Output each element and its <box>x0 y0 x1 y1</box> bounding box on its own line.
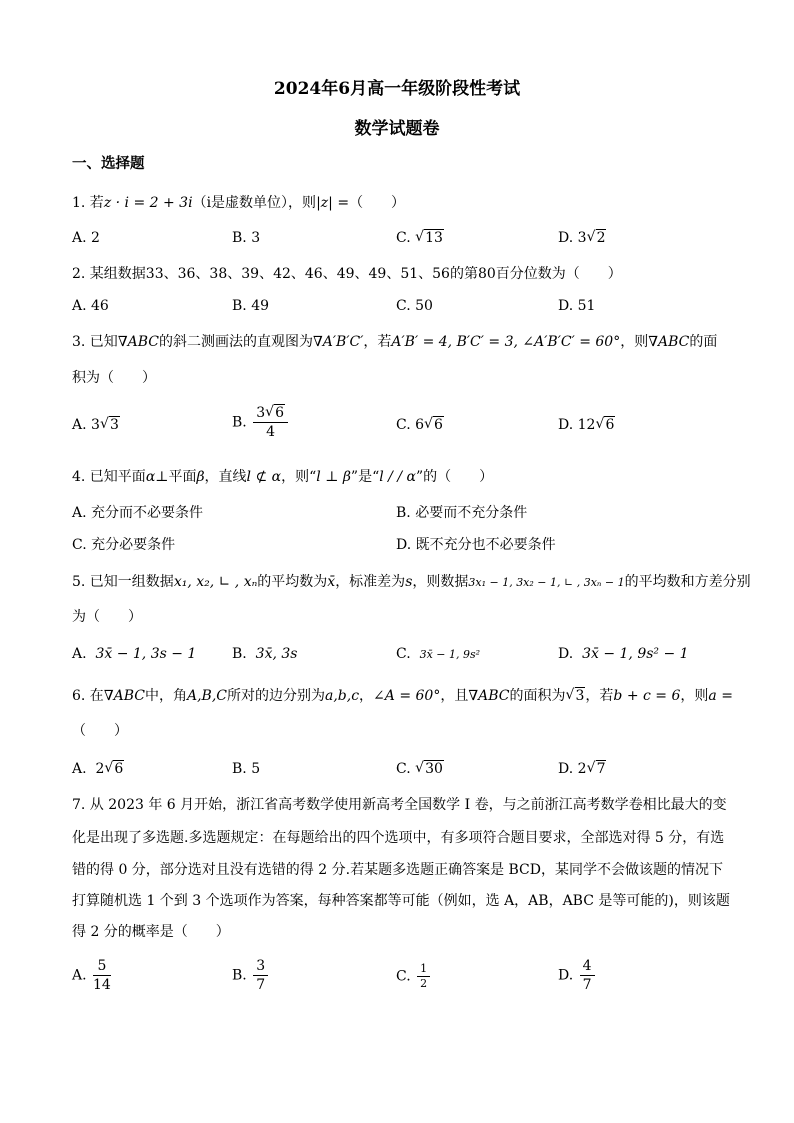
q3-option-a: A. 3√ 3 <box>72 415 120 435</box>
q3-option-c: C. 6√ 6 <box>396 415 444 435</box>
q4-option-a: A. 充分而不必要条件 <box>72 505 204 521</box>
q4-option-b: B. 必要而不充分条件 <box>396 505 528 521</box>
q6-option-d: D. 2√ 7 <box>558 759 606 779</box>
section-heading: 一、选择题 <box>72 155 145 172</box>
q5-option-b: B. 3x̄, 3s <box>232 646 298 662</box>
question-5-line-2: 为（ ） <box>72 609 142 625</box>
question-2: 2. 某组数据33、36、38、39、42、46、49、49、51、56的第80百分位数为（ ） <box>72 266 622 282</box>
q7-option-d: D. $\frac{4}{7}$ <box>558 957 597 994</box>
q5-option-a: A. 3x̄ − 1, 3s − 1 <box>72 646 197 662</box>
q1-abs: |z| = <box>316 195 350 211</box>
q1-note: （i是虚数单位），则 <box>192 195 317 211</box>
q2-option-b: B. 49 <box>232 298 270 314</box>
q1-expr: z · i = 2 + 3i <box>103 195 193 211</box>
exam-subtitle: 数学试题卷 <box>354 119 440 139</box>
exam-title: 2024年6月高一年级阶段性考试 <box>273 79 521 99</box>
question-6: 6. 在∇ABC中，角A,B,C所对的边分别为a,b,c，∠A = 60°，且∇ABC的面积为√ 3，若b + c = 6，则a = <box>72 686 724 706</box>
q7-option-b: B. $\frac{3}{7}$ <box>232 957 270 994</box>
question-7-line-3: 错的得 0 分，部分选对且没有选错的得 2 分.若某题多选题正确答案是 BCD，某同学不会做该题的情况下 <box>72 862 723 878</box>
q6-option-c: C. √ 30 <box>396 759 444 779</box>
q3-option-b: B. $\frac{3√ 6}{4}$ <box>232 404 290 441</box>
q1-prefix: 1. 若 <box>72 195 104 211</box>
question-3: 3. 已知∇ABC的斜二测画法的直观图为∇A′B′C′，若A′B′ = 4, B′C′ = 3, ∠A′B′C′ = 60°，则∇ABC的面 <box>72 334 718 350</box>
q1-option-a: A. 2 <box>72 230 100 246</box>
question-7-line-1: 7. 从 2023 年 6 月开始，浙江省高考数学使用新高考全国数学 I 卷，与之前浙江高考数学卷相比最大的变 <box>72 797 727 813</box>
question-7-line-2: 化是出现了多选题.多选题规定：在每题给出的四个选项中，有多项符合题目要求，全部选对得 5 分，有选 <box>72 830 725 846</box>
q6-option-a: A. 2√ 6 <box>72 759 124 779</box>
question-6-line-2: （ ） <box>72 723 128 739</box>
question-4: 4. 已知平面α⊥平面β，直线l ⊄ α，则“l ⊥ β”是“l / / α”的（ ） <box>72 469 494 485</box>
q7-option-a: A. $\frac{5}{14}$ <box>72 958 111 993</box>
q5-option-c: C. 3x̄ − 1, 9s² <box>396 646 481 662</box>
q2-option-a: A. 46 <box>72 298 109 314</box>
q7-option-c: C. $\frac{1}{2}$ <box>396 962 432 991</box>
question-7-line-5: 得 2 分的概率是（ ） <box>72 924 230 940</box>
q4-option-c: C. 充分必要条件 <box>72 537 176 553</box>
q4-option-d: D. 既不充分也不必要条件 <box>396 537 556 553</box>
q3-option-d: D. 12√ 6 <box>558 415 615 435</box>
question-5: 5. 已知一组数据x₁, x₂, ∟ , xₙ的平均数为x̄，标准差为s，则数据3x₁ − 1, 3x₂ − 1, ∟ , 3xₙ − 1的平均数和方差分别 <box>72 574 751 590</box>
q2-option-d: D. 51 <box>558 298 596 314</box>
question-3-line-2: 积为（ ） <box>72 370 156 386</box>
q6-option-b: B. 5 <box>232 761 261 777</box>
q2-option-c: C. 50 <box>396 298 433 314</box>
question-1 <box>72 193 722 213</box>
q1-option-d: D. 3√ 2 <box>558 228 606 248</box>
q1-paren: （ ） <box>349 195 406 211</box>
q1-option-c: C. √ 13 <box>396 228 444 248</box>
q5-option-d: D. 3x̄ − 1, 9s² − 1 <box>558 646 689 662</box>
question-7-line-4: 打算随机选 1 个到 3 个选项作为答案，每种答案都等可能（例如，选 A，AB，ABC 是等可能的)，则该题 <box>72 893 730 909</box>
q1-option-b: B. 3 <box>232 230 261 246</box>
